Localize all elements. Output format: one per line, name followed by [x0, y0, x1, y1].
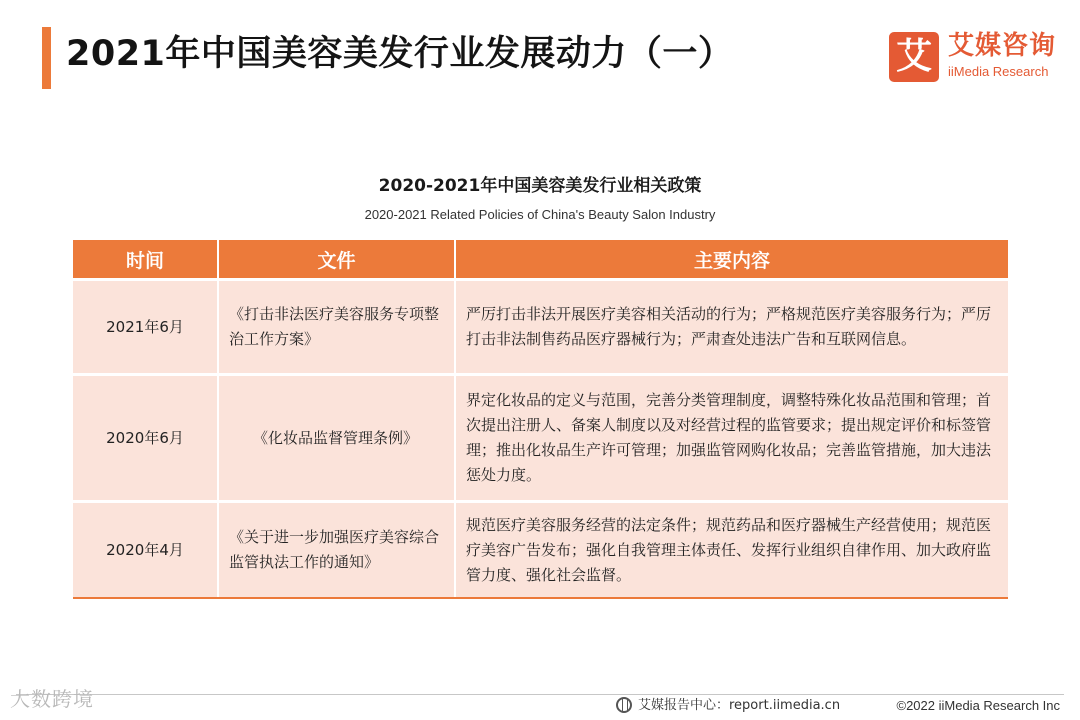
column-header-content: 主要内容: [455, 240, 1008, 280]
cell-content: 界定化妆品的定义与范围，完善分类管理制度，调整特殊化妆品范围和管理；首次提出注册人、备案人制度以及对经营过程的监管要求；提出规定评价和标签管理；推出化妆品生产许可管理；加强监管网购化妆品；完善监管措施，加大违法惩处力度。: [455, 375, 1008, 502]
table-row: [73, 502, 1008, 599]
footer-divider: [16, 694, 1064, 695]
logo-name-en: iiMedia Research: [948, 64, 1049, 79]
cell-content: 规范医疗美容服务经营的法定条件；规范药品和医疗器械生产经营使用；规范医疗美容广告发布；强化自我管理主体责任、发挥行业组织自律作用、加大政府监管力度、强化社会监督。: [455, 502, 1008, 599]
cell-document: 《打击非法医疗美容服务专项整治工作方案》: [218, 280, 455, 375]
policy-table: [73, 240, 1008, 599]
table-row: [73, 280, 1008, 375]
title-accent-bar: [42, 27, 51, 89]
cell-document: 《化妆品监督管理条例》: [218, 375, 455, 502]
table-header-row: [73, 240, 1008, 280]
logo-mark-icon: 艾: [889, 32, 939, 82]
table-title-en: 2020-2021 Related Policies of China's Beauty Salon Industry: [364, 207, 716, 222]
table-row: [73, 375, 1008, 502]
footer-copyright: ©2022 iiMedia Research Inc: [896, 698, 1060, 713]
column-header-document: 文件: [218, 240, 455, 280]
cell-content: 严厉打击非法开展医疗美容相关活动的行为；严格规范医疗美容服务行为；严厉打击非法制售药品医疗器械行为；严肃查处违法广告和互联网信息。: [455, 280, 1008, 375]
cell-time: 2021年6月: [73, 280, 218, 375]
footer-report-link[interactable]: 艾媒报告中心：report.iimedia.cn: [638, 698, 841, 713]
cell-document: 《关于进一步加强医疗美容综合监管执法工作的通知》: [218, 502, 455, 599]
watermark-text: 大数跨境: [10, 687, 94, 711]
page-title: 2021年中国美容美发行业发展动力（一）: [66, 34, 734, 74]
cell-time: 2020年4月: [73, 502, 218, 599]
globe-icon: [616, 697, 632, 713]
column-header-time: 时间: [73, 240, 218, 280]
table-title-cn: 2020-2021年中国美容美发行业相关政策: [378, 176, 702, 196]
brand-logo: [889, 32, 1069, 84]
logo-name-cn: 艾媒咨询: [948, 31, 1057, 61]
cell-time: 2020年6月: [73, 375, 218, 502]
